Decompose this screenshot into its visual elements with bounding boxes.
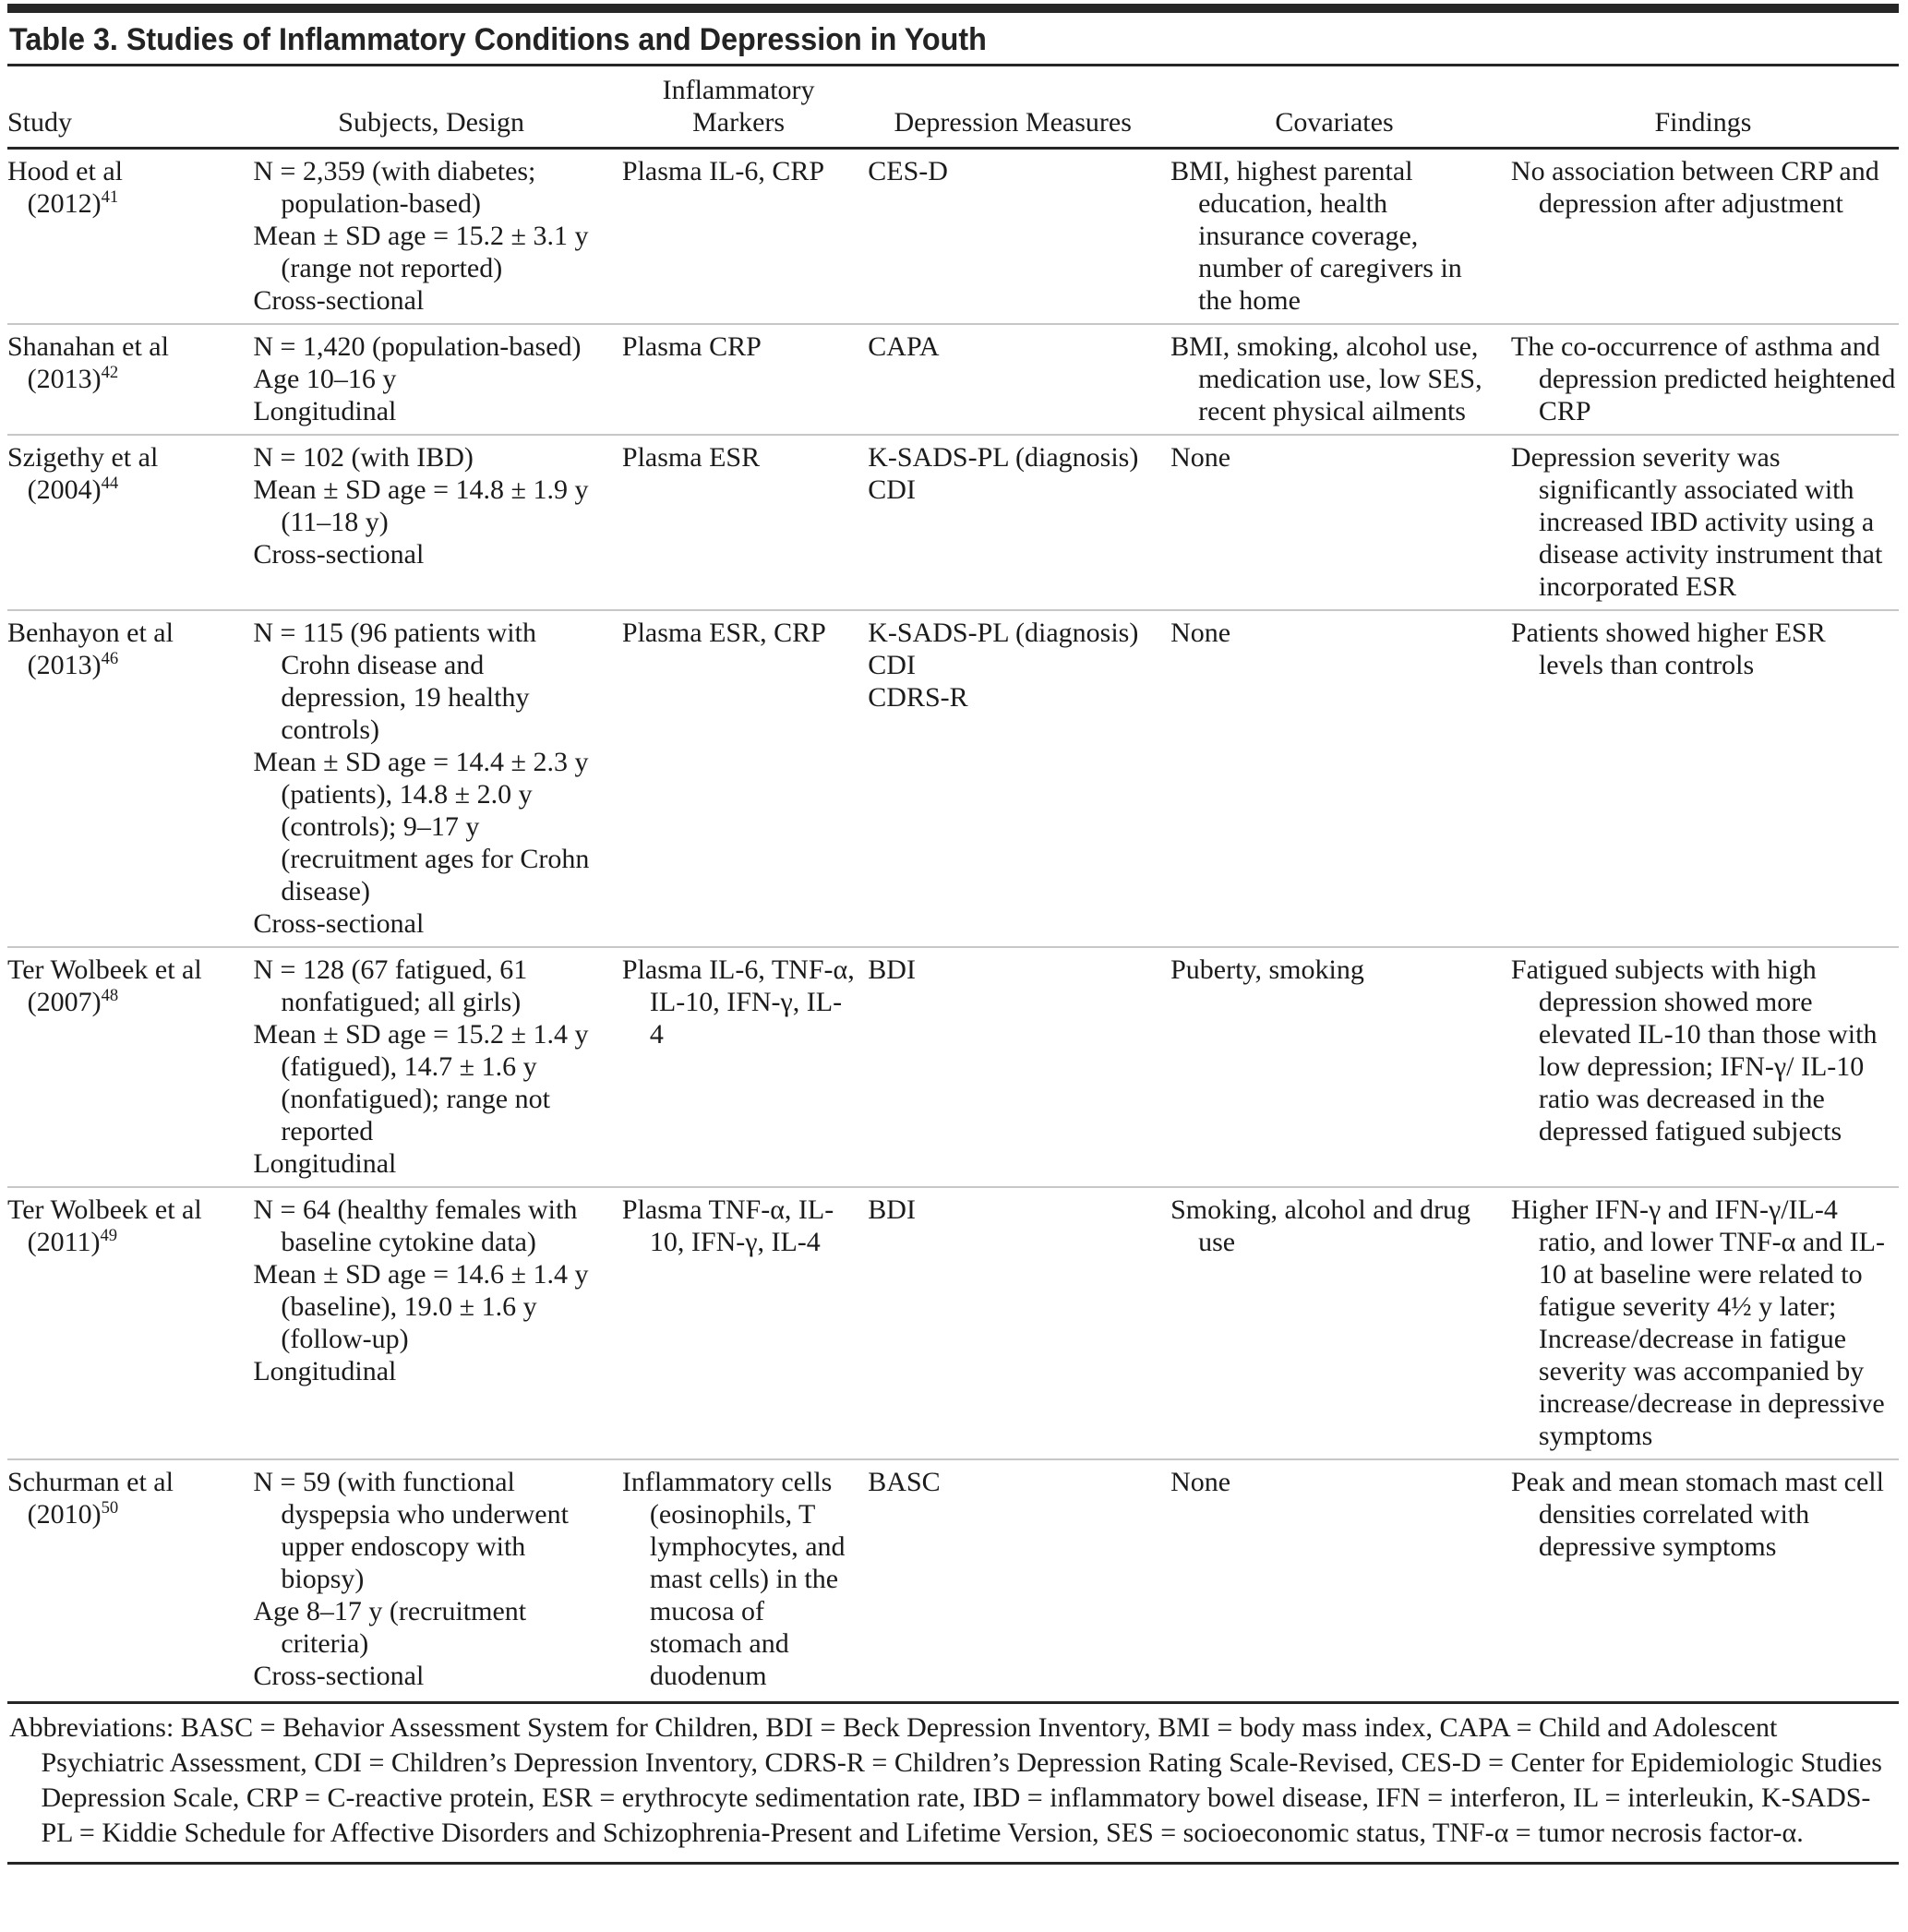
study-cell (7, 1187, 253, 1459)
table-row (7, 435, 1899, 610)
study-year-text: (2013) (27, 650, 102, 680)
study-year-text: (2010) (27, 1499, 102, 1530)
subjects-item: Mean ± SD age = 14.6 ± 1.4 y (baseline), 19.0 ± 1.6 y (follow-up) (253, 1259, 589, 1354)
subjects-item: N = 128 (67 fatigued, 61 nonfatigued; all girls) (253, 954, 528, 1017)
findings-item: Fatigued subjects with high depression showed more elevated IL-10 than those with low depression; IFN-γ/ IL-10 ratio was decreased in the depressed fatigued subjects (1510, 954, 1878, 1146)
markers-item: Plasma IL-6, TNF-α, IL-10, IFN-γ, IL-4 (621, 954, 855, 1050)
reference-superscript: 50 (101, 1498, 119, 1518)
subjects-item: N = 59 (with functional dyspepsia who underwent upper endoscopy with biopsy) (253, 1467, 569, 1594)
covariates-item: Smoking, alcohol and drug use (1170, 1194, 1471, 1257)
abbreviations-footnote (7, 1704, 1899, 1858)
study-citation (7, 1498, 240, 1530)
study-year-text: (2004) (27, 474, 102, 505)
subjects-item: N = 115 (96 patients with Crohn disease and depression, 19 healthy controls) (253, 618, 536, 745)
bottom-rule (7, 1862, 1899, 1865)
depression-item: CES-D (868, 156, 948, 186)
covariates-cell (1170, 610, 1511, 947)
findings-cell (1511, 149, 1899, 325)
findings-item: Depression severity was significantly associated with increased IBD activity using a disease activity instrument that incorporated ESR (1510, 442, 1883, 602)
covariates-item: None (1170, 442, 1231, 473)
findings-cell (1511, 1459, 1899, 1701)
findings-cell (1511, 324, 1899, 435)
covariates-cell (1170, 435, 1511, 610)
subjects-item: Age 10–16 y (253, 364, 397, 394)
study-citation (7, 363, 240, 395)
subjects-item: Longitudinal (253, 1148, 397, 1179)
subjects-item: Age 8–17 y (recruitment criteria) (253, 1596, 527, 1659)
table-row (7, 1187, 1899, 1459)
markers-item: Plasma IL-6, CRP (621, 156, 825, 186)
inflammatory-markers-cell (622, 435, 868, 610)
findings-cell (1511, 1187, 1899, 1459)
subjects-item: Cross-sectional (253, 285, 425, 316)
study-name: Hood et al (7, 156, 123, 186)
study-citation (7, 187, 240, 220)
abbreviations-text: Abbreviations: BASC = Behavior Assessment System for Children, BDI = Beck Depression Inventory, BMI = body mass index, CAPA = Child and Adolescent Psychiatric Assessment, CDI = Children’s Depression Inventory, CDRS-R = Children’s Depression Rating Scale-Revised, CES-D = Center for Epidemiologic Studies Depression Scale, CRP = C-reactive protein, ESR = erythrocyte sedimentation rate, IBD = inflammatory bowel disease, IFN = interferon, IL = interleukin, K-SADS-PL = Kiddie Schedule for Affective Disorders and Schizophrenia-Present and Lifetime Version, SES = socioeconomic status, TNF-α = tumor necrosis factor-α. (9, 1712, 1882, 1848)
covariates-cell (1170, 1459, 1511, 1701)
study-citation (7, 986, 240, 1018)
subjects-item: Mean ± SD age = 15.2 ± 3.1 y (range not reported) (253, 221, 589, 283)
markers-item: Plasma ESR (621, 442, 761, 473)
header-row (7, 66, 1899, 149)
reference-superscript: 44 (101, 474, 119, 493)
study-name: Shanahan et al (7, 331, 169, 362)
depression-item: CAPA (868, 331, 940, 362)
study-cell (7, 947, 253, 1187)
subjects-item: Mean ± SD age = 14.4 ± 2.3 y (patients), 14.8 ± 2.0 y (controls); 9–17 y (recruitment ages for Crohn disease) (253, 747, 590, 906)
study-year-text: (2012) (27, 188, 102, 219)
column-header-subjects-design: Subjects, Design (253, 66, 622, 149)
markers-item: Plasma ESR, CRP (621, 618, 826, 648)
study-cell (7, 324, 253, 435)
covariates-item: Puberty, smoking (1170, 954, 1364, 985)
table-title: Table 3. Studies of Inflammatory Conditions and Depression in Youth (9, 22, 987, 57)
covariates-item: None (1170, 618, 1231, 648)
column-header-findings: Findings (1511, 66, 1899, 149)
depression-measures-cell (868, 1459, 1170, 1701)
findings-item: Peak and mean stomach mast cell densities correlated with depressive symptoms (1510, 1467, 1884, 1562)
study-cell (7, 149, 253, 325)
study-cell (7, 610, 253, 947)
column-header-covariates: Covariates (1170, 66, 1511, 149)
inflammatory-markers-cell (622, 947, 868, 1187)
study-name: Ter Wolbeek et al (7, 1194, 202, 1225)
studies-table (7, 66, 1899, 1701)
markers-item: Plasma CRP (621, 331, 762, 362)
findings-item: Patients showed higher ESR levels than controls (1510, 618, 1826, 680)
subjects-design-cell (253, 435, 622, 610)
table-row (7, 149, 1899, 325)
markers-item: Inflammatory cells (eosinophils, T lymphocytes, and mast cells) in the mucosa of stomach and duodenum (621, 1467, 846, 1691)
subjects-item: N = 1,420 (population-based) (253, 331, 582, 362)
findings-cell (1511, 610, 1899, 947)
subjects-item: Cross-sectional (253, 1661, 425, 1691)
table-header (7, 66, 1899, 149)
study-cell (7, 435, 253, 610)
findings-item: Higher IFN-γ and IFN-γ/IL-4 ratio, and lower TNF-α and IL-10 at baseline were related to fatigue severity 4½ y later; Increase/decrease in fatigue severity was accompanied by increase/decrease in depressive symptoms (1510, 1194, 1885, 1451)
table-row (7, 947, 1899, 1187)
study-name: Schurman et al (7, 1467, 174, 1497)
depression-measures-cell (868, 435, 1170, 610)
subjects-design-cell (253, 610, 622, 947)
depression-item: BDI (868, 954, 916, 985)
subjects-design-cell (253, 947, 622, 1187)
subjects-design-cell (253, 1187, 622, 1459)
study-name: Ter Wolbeek et al (7, 954, 202, 985)
covariates-item: BMI, smoking, alcohol use, medication use, low SES, recent physical ailments (1170, 331, 1482, 426)
inflammatory-markers-cell (622, 149, 868, 325)
inflammatory-markers-cell (622, 1459, 868, 1701)
reference-superscript: 41 (101, 187, 119, 207)
study-name: Szigethy et al (7, 442, 159, 473)
subjects-design-cell (253, 324, 622, 435)
inflammatory-markers-cell (622, 324, 868, 435)
covariates-cell (1170, 1187, 1511, 1459)
covariates-item: None (1170, 1467, 1231, 1497)
depression-item: CDI (868, 474, 916, 505)
table-body (7, 149, 1899, 1702)
depression-measures-cell (868, 947, 1170, 1187)
table-row (7, 1459, 1899, 1701)
findings-item: No association between CRP and depression after adjustment (1510, 156, 1879, 219)
reference-superscript: 46 (101, 649, 119, 668)
subjects-item: Cross-sectional (253, 908, 425, 939)
study-year-text: (2007) (27, 987, 102, 1017)
reference-superscript: 49 (100, 1226, 118, 1245)
study-citation (7, 1226, 240, 1258)
table-row (7, 610, 1899, 947)
findings-cell (1511, 947, 1899, 1187)
subjects-item: N = 2,359 (with diabetes; population-based) (253, 156, 536, 219)
study-year-text: (2011) (27, 1227, 101, 1257)
column-header-depression-measures: Depression Measures (868, 66, 1170, 149)
subjects-item: Cross-sectional (253, 539, 425, 570)
depression-measures-cell (868, 149, 1170, 325)
covariates-cell (1170, 149, 1511, 325)
depression-measures-cell (868, 610, 1170, 947)
study-citation (7, 474, 240, 506)
table-row (7, 324, 1899, 435)
depression-measures-cell (868, 324, 1170, 435)
reference-superscript: 42 (101, 363, 119, 382)
subjects-item: Longitudinal (253, 396, 397, 426)
study-citation (7, 649, 240, 681)
reference-superscript: 48 (101, 986, 119, 1005)
column-header-study: Study (7, 66, 253, 149)
subjects-item: Mean ± SD age = 15.2 ± 1.4 y (fatigued), 14.7 ± 1.6 y (nonfatigued); range not reported (253, 1019, 589, 1146)
covariates-item: BMI, highest parental education, health insurance coverage, number of caregivers in the home (1170, 156, 1462, 316)
column-header-inflammatory-markers: Inflammatory Markers (622, 66, 868, 149)
inflammatory-markers-cell (622, 1187, 868, 1459)
subjects-item: N = 102 (with IBD) (253, 442, 474, 473)
subjects-item: Longitudinal (253, 1356, 397, 1386)
findings-item: The co-occurrence of asthma and depression predicted heightened CRP (1510, 331, 1896, 426)
covariates-cell (1170, 324, 1511, 435)
subjects-design-cell (253, 1459, 622, 1701)
top-rule (7, 4, 1899, 13)
covariates-cell (1170, 947, 1511, 1187)
study-cell (7, 1459, 253, 1701)
subjects-item: N = 64 (healthy females with baseline cytokine data) (253, 1194, 578, 1257)
depression-item: BASC (868, 1467, 941, 1497)
depression-item: BDI (868, 1194, 916, 1225)
depression-item: K-SADS-PL (diagnosis) (868, 618, 1139, 648)
depression-measures-cell (868, 1187, 1170, 1459)
depression-item: CDI (868, 650, 916, 680)
inflammatory-markers-cell (622, 610, 868, 947)
depression-item: CDRS-R (868, 682, 968, 713)
study-year-text: (2013) (27, 364, 102, 394)
findings-cell (1511, 435, 1899, 610)
subjects-item: Mean ± SD age = 14.8 ± 1.9 y (11–18 y) (253, 474, 589, 537)
study-name: Benhayon et al (7, 618, 174, 648)
markers-item: Plasma TNF-α, IL-10, IFN-γ, IL-4 (621, 1194, 834, 1257)
subjects-design-cell (253, 149, 622, 325)
depression-item: K-SADS-PL (diagnosis) (868, 442, 1139, 473)
